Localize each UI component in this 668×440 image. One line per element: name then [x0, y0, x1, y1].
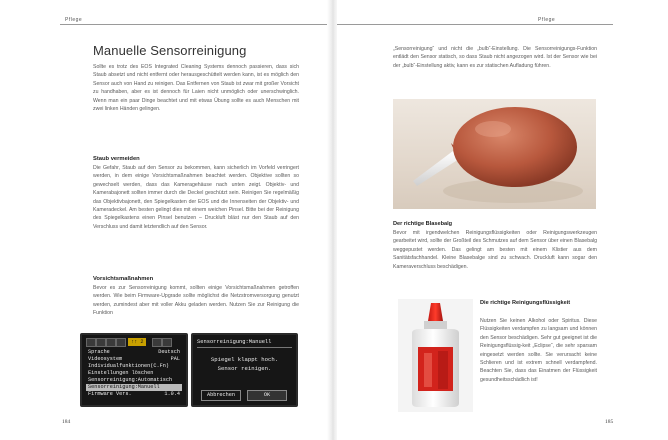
running-head-rule: [337, 24, 613, 25]
dialog-line: Spiegel klappt hoch.: [210, 356, 279, 363]
menu-list: [86, 349, 182, 398]
ok-button: OK: [247, 390, 287, 401]
cleaning-bottle-illustration: [398, 299, 473, 412]
dialog-message: [199, 355, 290, 373]
menu-row: Einstellungen löschen: [88, 370, 154, 376]
blower-caption: Bevor mit irgendwelchen Reinigungsflüssigkeiten oder Reinigungswerkzeugen gearbeitet wird, sollte der Großteil des Schmutzes auf dem Sensor über einen Blasebalg weggepustet werden. Das gelingt am besten mit einem Klistier aus dem Sanitätsfachhandel. Kleine Blasebalge sind zu schwach. Druckluft kann sogar den Kameraverschluss beschädigen.: [393, 230, 597, 270]
menu-row: Sensorreinigung:Automatisch: [88, 377, 173, 383]
menu-row: Individualfunktionen(C.Fn): [88, 363, 169, 369]
menu-tabs: [86, 338, 182, 346]
tab-icon: [86, 338, 96, 347]
running-head-rule: [60, 24, 330, 25]
section-heading-vorsicht: Vorsichtsmaßnahmen: [93, 276, 154, 282]
blower-caption-heading: Der richtige Blasebalg: [393, 221, 453, 227]
running-head: Pflege: [62, 17, 85, 23]
section-text-staub: Die Gefahr, Staub auf den Sensor zu bekommen, kann sicherlich im Vorfeld verringert werden, in dem einige Vorsichtsmaßnahmen beachtet werden. Objektive sollten so gewechselt werden, dass das Kameragehäuse nach unten zeigt. Objektiv- und Kamerabajonett sollten immer durch die Deckel geschützt sein. Reinigen Sie regelmäßig das Objektivbajonett, den Spiegelkasten der EOS und die Innenseiten der Objektiv- und Kameradeckel. Am besten gelingt dies mit einem weichen Pinsel. Bitte bei der Reinigung des Spiegelkastens einen Pinsel benutzen – Druckluft bläst nur den Staub auf den Verschluss und damit letztendlich auf den Sensor.: [93, 165, 299, 230]
running-head: Pflege: [535, 17, 558, 23]
page-title: Manuelle Sensorreinigung: [93, 43, 247, 58]
blower-bulb-illustration: [393, 99, 596, 209]
menu-row: Firmware Vers. 1.0.4: [88, 391, 180, 397]
menu-row-selected: Sensorreinigung:Manuell: [86, 384, 182, 391]
camera-menu-screenshot: [80, 333, 188, 407]
intro-paragraph: Sollte es trotz des EOS Integrated Cleaning Systems dennoch passieren, dass sich Staub absetzt und nicht entfernt oder herausgeschüttelt werden kann, ist es möglich den Sensor auch von Hand zu reinigen. Das Entfernen von Staub ist zwar mit großer Vorsicht zu handhaben, aber es ist dennoch für Laien nicht unmöglich oder unerschwinglich. Wenn man ein paar Dinge beachtet und mit etwas Übung sollte es auch Menschen mit zwei linken Händen gelingen.: [93, 64, 299, 113]
section-heading-staub: Staub vermeiden: [93, 156, 140, 162]
page-number: 184: [62, 419, 71, 425]
tab-icon: [116, 338, 126, 347]
dialog-title: Sensorreinigung:Manuell: [197, 339, 292, 348]
camera-dialog-screenshot: [191, 333, 298, 407]
left-page: [0, 0, 331, 440]
fluid-caption-heading: Die richtige Reinigungsflüssigkeit: [480, 300, 571, 306]
tab-icon: [96, 338, 106, 347]
page-number: 185: [605, 419, 614, 425]
tab-icon: [106, 338, 116, 347]
menu-row: Videosystem PAL: [88, 356, 180, 362]
intro-paragraph: „Sensorreinigung“ und nicht die „bulb“-Einstellung. Die Sensorreinigungs-Funktion entlädt den Sensor statisch, so dass Staub nicht angezogen wird. Ist der Sensor wie bei der „bulb“-Einstellung aktiv, kann es zur statischen Aufladung führen.: [393, 46, 597, 69]
tab-icon: [162, 338, 172, 347]
tab-icon: [152, 338, 162, 347]
cleaning-fluid-photo: [398, 299, 473, 412]
section-text-vorsicht: Bevor es zur Sensorreinigung kommt, sollten einige Vorsichtsmaßnahmen getroffen werden. Wie beim Firmware-Upgrade sollte möglichst die Netzstromversorgung genutzt werden, zumindest aber mit voller Akku geladen werden. Nutzen Sie zur Reinigung die Funktion: [93, 285, 299, 317]
blower-bulb-photo: [393, 99, 596, 209]
active-tab: ↑↑ 2: [128, 338, 146, 346]
menu-row: Sprache Deutsch: [88, 349, 180, 355]
cancel-button: Abbrechen: [201, 390, 241, 401]
fluid-caption: Nutzen Sie keinen Alkohol oder Spiritus. Diese Flüssigkeiten verdampfen zu langsam und können den Sensor beschädigen. Sehr gut geeignet ist die Reinigungsflüssig-keit „Eclipse“, die sehr sparsam eingesetzt werden sollte. Sie verursacht keine Schlieren und ist extrem schnell verdampfend. Beachten Sie, dass das Einatmen der Flüssigkeit gesundheitsschädlich ist!: [480, 318, 597, 383]
dialog-line: Sensor reinigen.: [217, 365, 272, 372]
